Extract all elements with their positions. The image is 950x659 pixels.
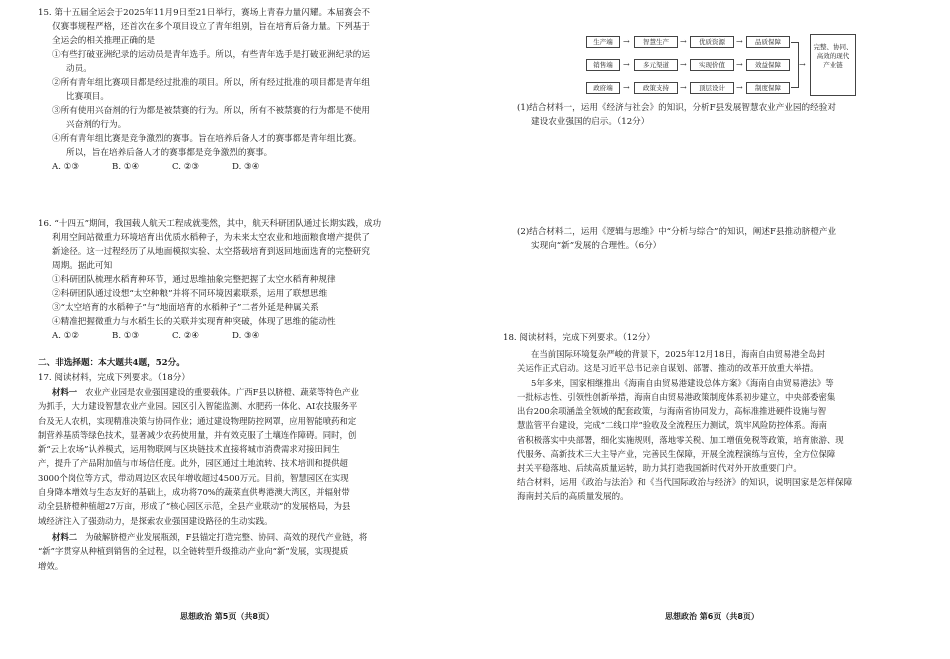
arrow-icon: →	[623, 37, 630, 46]
q18-material	[503, 347, 927, 476]
q15-item-4: ④所有青年组比赛是竞争激烈的赛事。旨在培养后备人才的赛事都是青年组比赛。	[52, 134, 362, 144]
q17-sub2-line: (2)结合材料二，运用《逻辑与思维》中“分析与综合”的知识，阐述F县推动脐橙产业	[517, 227, 837, 237]
q17-m1-line: 为抓手，大力建设智慧农业产业园。园区引入智能监测、水肥药一体化、AI农技服务平	[38, 401, 358, 412]
q17-sub2-line: 实现向“新”发展的合理性。（6分）	[531, 241, 662, 251]
q16-option-a[interactable]: A. ①②	[52, 331, 80, 341]
q17-m2-line: 为破解脐橙产业发展瓶颈，F县锚定打造完整、协同、高效的现代产业链，将	[85, 531, 368, 542]
diagram-result-box	[810, 34, 856, 96]
q15-stem-line: 15. 第十五届全运会于2025年11月9日至21日举行，赛场上青春力量闪耀。本届赛会不	[38, 8, 371, 18]
arrow-icon: →	[680, 37, 687, 46]
q16-stem-line: 新途径。这一过程经历了从地面模拟实验、太空搭载培育到返回地面选育的完整研究	[52, 247, 370, 257]
q15-item-1-cont: 动员。	[66, 64, 92, 74]
q17-m1-line: 新“云上农场”认养模式，运用物联网与区块链技术直接将城市消费需求对接田间生	[38, 444, 340, 455]
result-line: 高效的现代	[816, 52, 850, 60]
industry-chain-diagram	[566, 30, 856, 100]
question-17	[38, 371, 450, 573]
arrow-icon: →	[680, 83, 687, 92]
q17-sub1-line: 建设农业强国的启示。（12分）	[531, 117, 650, 127]
arrow-icon: →	[623, 83, 630, 92]
q15-item-3: ③所有使用兴奋剂的行为都是被禁赛的行为。所以，所有不被禁赛的行为都是不使用	[52, 106, 370, 116]
q15-option-b[interactable]: B. ①④	[112, 162, 140, 172]
q18-m-line: 在当前国际环境复杂严峻的背景下，2025年12月18日，海南自由贸易港全岛封	[531, 349, 825, 359]
question-15	[38, 6, 450, 174]
diagram-box-quality-assurance: 品质保障	[746, 36, 790, 48]
q16-item-4: ④精准把握微重力与水稻生长的关联并实现育种突破，体现了思维的能动性	[52, 317, 336, 327]
q16-stem-line: 16. “十四五”期间，我国载人航天工程成就斐然，其中，航天科研团队通过长期实践，成功	[38, 219, 382, 229]
diagram-box-smart-production: 智慧生产	[634, 36, 678, 48]
q18-m-line: 关运作正式启动。这是习近平总书记亲自谋划、部署、推动的改革开放重大举措。	[517, 363, 819, 374]
q16-stem-line: 利用空间站微重力环境培育出优质水稻种子，为未来太空农业和地面粮食增产提供了	[52, 233, 370, 243]
footer-left: 思想政治 第5页（共8页）	[180, 612, 274, 621]
q15-item-1: ①有些打破亚洲纪录的运动员是青年选手。所以，有些青年选手是打破亚洲纪录的运	[52, 50, 370, 60]
q17-m1-line: 域经济注入了强劲动力，是探索农业强国建设路径的生动实践。	[38, 515, 273, 526]
question-18	[503, 331, 927, 504]
footer-right: 思想政治 第6页（共8页）	[665, 612, 759, 621]
diagram-box-institutional-assurance: 制度保障	[746, 82, 790, 94]
q15-options	[38, 160, 450, 174]
q15-item-2-cont: 比赛项目。	[66, 92, 109, 102]
q15-option-d[interactable]: D. ③④	[232, 162, 260, 172]
q17-subquestion-2	[517, 225, 927, 253]
q17-heading: 17. 阅读材料，完成下列要求。（18分）	[38, 373, 190, 383]
arrow-icon: →	[799, 60, 806, 69]
q17-m1-line: 农业产业园是农业强国建设的重要载体。广西F县以脐橙、蔬菜等特色产业	[85, 387, 359, 397]
q18-m-line: 出台200余项涵盖全领域的配套政策，与海南省协同发力，高标准推进硬件设施与智	[517, 406, 827, 417]
q16-option-d[interactable]: D. ③④	[232, 331, 260, 341]
q17-m1-line: 产，提升了产品附加值与市场信任度。此外，园区通过土地流转、技术培训和提供超	[38, 458, 348, 469]
q18-requirement	[503, 476, 927, 504]
arrow-icon: →	[736, 37, 743, 46]
diagram-box-realize-value: 实现价值	[690, 59, 734, 71]
result-line: 产业链	[823, 61, 843, 69]
q16-stem-line: 周期。据此可知	[52, 261, 113, 271]
q18-m-line: 慧监管平台建设，完成“二线口岸”验收及全流程压力测试，筑牢风险防控体系。海南	[517, 420, 828, 431]
diagram-box-sales: 销售端	[586, 59, 620, 71]
diagram-box-producer: 生产端	[586, 36, 620, 48]
section-2-heading: 二、非选择题：本大题共4题，52分。	[38, 358, 185, 368]
q16-item-1: ①科研团队梳理水稻育种环节，通过思维抽象完整把握了太空水稻育种规律	[52, 275, 336, 285]
q17-m1-line: 台及无人农机，实现精准决策与协同作业；通过建设物理防控网罩，应用智能喷药和定	[38, 415, 357, 426]
arrow-icon: →	[680, 60, 687, 69]
q17-material-1-label: 材料一	[52, 387, 78, 397]
q15-item-4-cont: 所以，旨在培养后备人才的赛事都是竞争激烈的赛事。	[66, 148, 273, 158]
q18-m-line: 一批标志性、引领性创新举措，海南自由贸易港政策制度体系初步建立，中央部委密集	[517, 391, 836, 402]
q17-m2-line: 增效。	[38, 560, 64, 571]
q17-sub1-line: (1)结合材料一，运用《经济与社会》的知识，分析F县发展智慧农业产业园的经验对	[517, 103, 836, 113]
q15-item-2: ②所有青年组比赛项目都是经过批准的项目。所以，所有经过批准的项目都是青年组	[52, 78, 370, 88]
diagram-bracket	[791, 42, 799, 88]
diagram-box-channels: 多元渠道	[634, 59, 678, 71]
q16-option-b[interactable]: B. ①③	[112, 331, 140, 341]
arrow-icon: →	[736, 60, 743, 69]
q15-option-c[interactable]: C. ②③	[172, 162, 200, 172]
q18-m-line: 封关平稳落地、后续高质量运转，助力其打造我国新时代对外开放重要门户。	[517, 463, 802, 474]
q17-material-2	[38, 530, 450, 573]
q17-m1-line: 自身降本增效与生态友好的基础上，成功将70%的蔬菜直供粤港澳大湾区，并辐射带	[38, 487, 350, 498]
q17-material-1	[38, 385, 450, 528]
result-line: 完整、协同、	[813, 43, 853, 51]
question-16	[38, 217, 450, 343]
q17-m1-line: 制营养基质等绿色技术，显著减少农药使用量，并有效克服了土壤连作障碍。同时，创	[38, 429, 357, 440]
q18-m-line: 5年多来，国家相继推出《海南自由贸易港建设总体方案》《海南自由贸易港法》等	[531, 377, 834, 388]
q15-stem-line: 全运会的相关推理正确的是	[52, 36, 156, 46]
diagram-box-policy-support: 政策支持	[634, 82, 678, 94]
q16-option-c[interactable]: C. ②④	[172, 331, 200, 341]
q17-m1-line: 动全县脐橙种植超27万亩，形成了“核心园区示范，全县产业联动”的发展格局，为县	[38, 501, 351, 512]
diagram-box-government: 政府端	[586, 82, 620, 94]
q16-item-3: ③“太空培育的水稻种子”与“地面培育的水稻种子”二者外延是种属关系	[52, 303, 319, 313]
q17-m2-line: “新”字贯穿从种植到销售的全过程，以全链转型升级推动产业向“新”发展，实现提质	[38, 546, 349, 557]
q15-stem-line: 仅赛事规程严格，还首次在多个项目设立了青年组别，旨在培育后备力量。下列基于	[52, 22, 370, 32]
q16-item-2: ②科研团队通过设想“太空种粮”并将不同环境因素联系，运用了联想思维	[52, 289, 328, 299]
q18-heading: 18. 阅读材料，完成下列要求。（12分）	[503, 333, 655, 343]
arrow-icon: →	[623, 60, 630, 69]
diagram-box-benefit-assurance: 效益保障	[746, 59, 790, 71]
q16-options	[38, 329, 450, 343]
q15-option-a[interactable]: A. ①③	[52, 162, 80, 172]
q18-req-line: 结合材料，运用《政治与法治》和《当代国际政治与经济》的知识，说明国家是怎样保障	[517, 477, 853, 488]
q17-subquestion-1	[517, 101, 927, 129]
q18-req-line: 海南封关后的高质量发展的。	[517, 491, 629, 502]
q17-m1-line: 3000个岗位等方式，带动周边区农民年增收超过4500万元。目前，智慧园区在实现	[38, 472, 349, 483]
diagram-box-top-design: 顶层设计	[690, 82, 734, 94]
q17-material-2-label: 材料二	[52, 531, 78, 542]
q15-item-3-cont: 兴奋剂的行为。	[66, 120, 127, 130]
arrow-icon: →	[736, 83, 743, 92]
q18-m-line: 代服务、高新技术三大主导产业，完善民生保障，开展全流程演练与宣传，全方位保障	[517, 449, 836, 460]
q18-m-line: 省积极落实中央部署，细化实施规则，落地零关税、加工增值免税等政策，培育旅游、现	[517, 434, 844, 445]
diagram-box-quality-resources: 优质资源	[690, 36, 734, 48]
